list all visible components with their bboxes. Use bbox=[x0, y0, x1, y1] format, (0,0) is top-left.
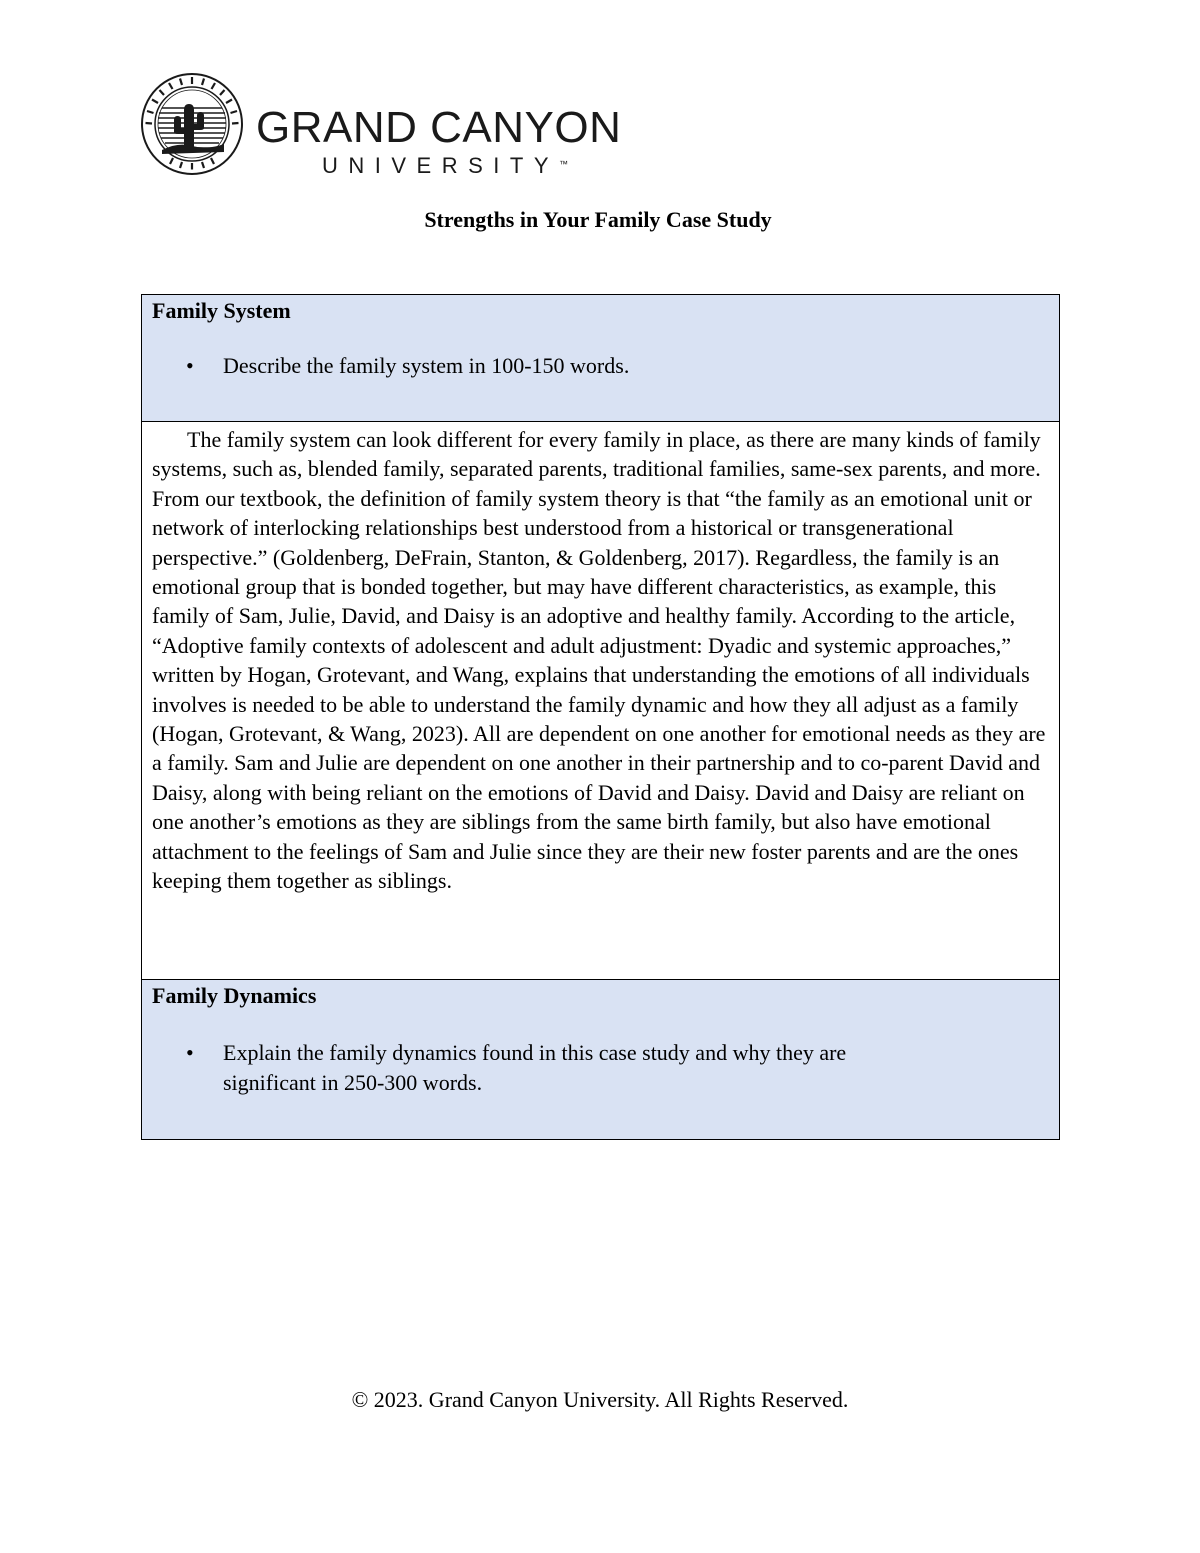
family-dynamics-heading: Family Dynamics bbox=[152, 983, 317, 1008]
logo-subtitle: UNIVERSITY™ bbox=[322, 153, 569, 178]
family-dynamics-section-header bbox=[142, 979, 1059, 1139]
family-system-answer[interactable]: The family system can look different for every family in place, as there are many kinds of family systems, such as, blended family, separated parents, traditional families, same-sex parents, and more. From our textbook, the definition of family system theory is that “the family as an emotional unit or network of interlocking relationships best understood from a historical or transgenerational perspective.” (Goldenberg, DeFrain, Stanton, & Goldenberg, 2017). Regardless, the family is an emotional group that is bonded together, but may have different characteristics, as example, this family of Sam, Julie, David, and Daisy is an adoptive and healthy family. According to the article, “Adoptive family contexts of adolescent and adult adjustment: Dyadic and systemic approaches,” written by Hogan, Grotevant, and Wang, explains that understanding the emotions of all individuals involves is needed to be able to understand the family dynamic and how they all adjust as a family (Hogan, Grotevant, & Wang, 2023). All are dependent on one another for emotional needs as they are a family. Sam and Julie are dependent on one another in their partnership and to co-parent David and Daisy, along with being reliant on the emotions of David and Daisy. David and Daisy are reliant on one another’s emotions as they are siblings from the same birth family, but also have emotional attachment to the feelings of Sam and Julie since they are their new foster parents and are the ones keeping them together as siblings. bbox=[152, 427, 1046, 894]
document-title: Strengths in Your Family Case Study bbox=[424, 207, 772, 232]
family-system-prompt-list bbox=[142, 351, 923, 381]
logo-wordmark: GRAND CANYON bbox=[256, 103, 622, 152]
copyright-footer: © 2023. Grand Canyon University. All Rights Reserved. bbox=[351, 1387, 849, 1412]
bullet-icon: • bbox=[186, 353, 194, 378]
family-system-heading: Family System bbox=[152, 298, 291, 323]
family-system-prompt bbox=[142, 351, 923, 381]
family-dynamics-prompt bbox=[142, 1038, 923, 1097]
case-study-table bbox=[141, 294, 1060, 1140]
bullet-icon: • bbox=[186, 1040, 194, 1065]
university-seal-icon bbox=[140, 72, 244, 176]
family-system-section-header bbox=[142, 295, 1059, 422]
family-dynamics-prompt-text: Explain the family dynamics found in this case study and why they are significant in 250-300 words. bbox=[223, 1040, 847, 1095]
family-system-prompt-text: Describe the family system in 100-150 words. bbox=[223, 353, 630, 378]
family-dynamics-prompt-list bbox=[142, 1038, 923, 1097]
university-logo bbox=[140, 72, 620, 176]
